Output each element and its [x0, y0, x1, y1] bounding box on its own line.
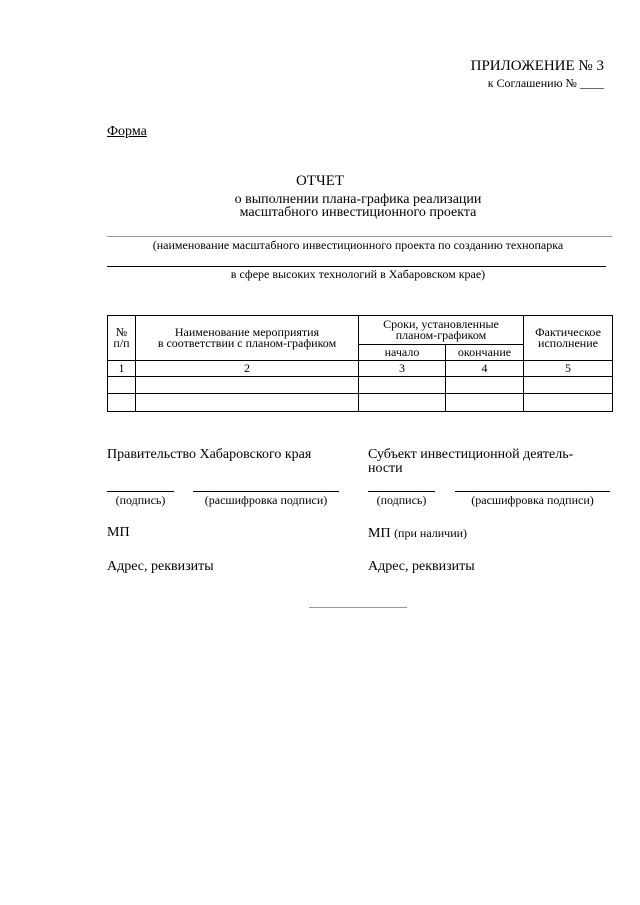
- table-cell: [446, 377, 524, 394]
- numbering-cell: 3: [359, 361, 446, 377]
- left-signature-line: [107, 491, 174, 492]
- project-name-line-1: [107, 236, 612, 237]
- end-divider: [309, 607, 407, 608]
- table-header-row: [108, 316, 613, 345]
- report-subtitle-line2: масштабного инвестиционного проекта: [239, 205, 477, 220]
- right-decode-line: [455, 491, 610, 492]
- appendix-title: ПРИЛОЖЕНИЕ № 3: [470, 58, 604, 74]
- left-party-name: Правительство Хабаровского края: [107, 447, 312, 462]
- numbering-cell: 4: [446, 361, 524, 377]
- report-subtitle-line1: о выполнении плана-графика реализации: [234, 192, 482, 207]
- col-header-start: начало: [359, 345, 446, 361]
- table-cell: [108, 394, 136, 412]
- table-cell: [446, 394, 524, 412]
- col-header-actual: Фактическое исполнение: [524, 316, 613, 361]
- table-row: [108, 377, 613, 394]
- numbering-cell: 2: [136, 361, 359, 377]
- right-address: Адрес, реквизиты: [368, 559, 475, 574]
- agreement-reference: к Соглашению № ____: [487, 76, 604, 90]
- col-header-num: № п/п: [108, 316, 136, 361]
- table-cell: [136, 377, 359, 394]
- report-title: ОТЧЕТ: [295, 173, 345, 189]
- plan-schedule-table: [107, 315, 613, 412]
- right-stamp-note: (при наличии): [394, 526, 468, 540]
- form-label: Форма: [107, 124, 147, 139]
- right-party-name: [368, 448, 573, 476]
- table-cell: [136, 394, 359, 412]
- numbering-cell: 1: [108, 361, 136, 377]
- col-header-terms: Сроки, установленные планом-графиком: [359, 316, 524, 345]
- table-cell: [524, 394, 613, 412]
- project-caption-line1: (наименование масштабного инвестиционного проекта по созданию технопарка: [152, 238, 564, 252]
- right-signature-caption: (подпись): [376, 493, 427, 507]
- table-row: [108, 394, 613, 412]
- left-decode-line: [193, 491, 339, 492]
- table-cell: [359, 394, 446, 412]
- col-header-end: окончание: [446, 345, 524, 361]
- right-stamp: МП (при наличии): [368, 526, 468, 541]
- numbering-cell: 5: [524, 361, 613, 377]
- project-caption-line2: в сфере высоких технологий в Хабаровском крае): [230, 267, 486, 281]
- right-signature-line: [368, 491, 435, 492]
- left-address: Адрес, реквизиты: [107, 559, 214, 574]
- table-cell: [359, 377, 446, 394]
- table-cell: [108, 377, 136, 394]
- right-party-name-line1: Субъект инвестиционной деятель-: [368, 447, 574, 462]
- left-decode-caption: (расшифровка подписи): [204, 493, 328, 507]
- right-decode-caption: (расшифровка подписи): [471, 493, 594, 507]
- report-subtitle: [0, 193, 640, 219]
- left-stamp: МП: [107, 525, 130, 540]
- col-header-name: Наименование мероприятия в соответствии с планом-графиком: [136, 316, 359, 361]
- table-numbering-row: [108, 361, 613, 377]
- table-cell: [524, 377, 613, 394]
- right-party-name-line2: ности: [368, 461, 403, 476]
- left-signature-caption: (подпись): [115, 493, 166, 507]
